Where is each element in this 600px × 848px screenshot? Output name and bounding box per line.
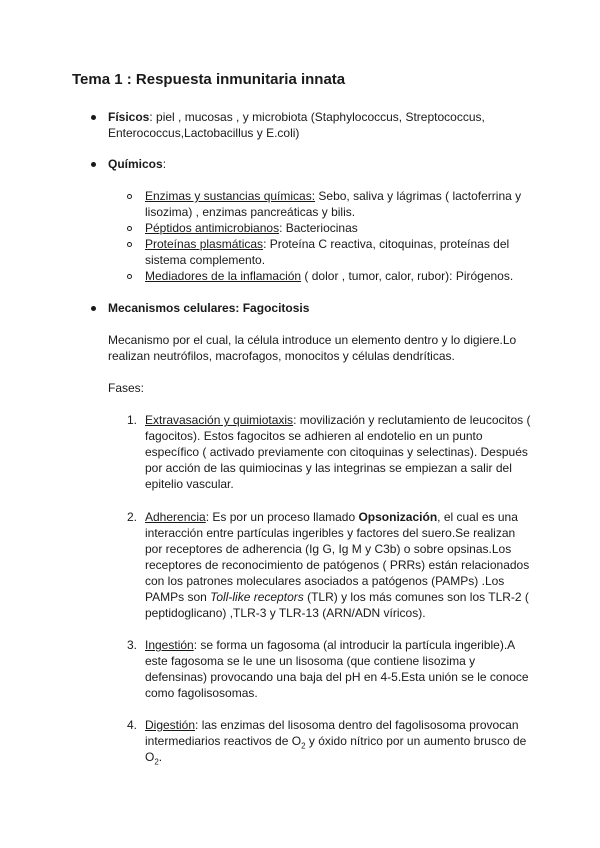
quimicos-item-label: Enzimas y sustancias químicas: <box>145 189 316 203</box>
fase-text: : movilización y reclutamiento de leucocitos ( fagocitos). Estos fagocitos se adhieren al endotelio en un punto específico ( activado previamente con citoquinas y selectinas). Después por acción de las quimiocinas y las integrinas se empiezan a salir del epitelio vascular. <box>145 413 531 491</box>
quimicos-item-text: ( dolor , tumor, calor, rubor): Pirógenos. <box>301 269 514 283</box>
fase-label: Extravasación y quimiotaxis <box>145 413 294 427</box>
bullet-icon <box>91 306 96 311</box>
quimicos-label: Químicos <box>108 157 163 171</box>
quimicos-colon: : <box>162 157 167 171</box>
list-number: 4. <box>127 718 138 732</box>
subscript: 2 <box>301 741 306 751</box>
sub-bullet-icon <box>127 242 132 247</box>
fisicos-text: : piel , mucosas , y microbiota (Staphylococcus, Streptococcus, Enterococcus,Lactobacillus y E.coli) <box>108 110 485 140</box>
fase-text: : las enzimas del lisosoma dentro del fagolisosoma provocan intermediarios reactivos de O <box>145 718 519 748</box>
fase-label: Adherencia <box>145 510 206 524</box>
fase-item <box>145 637 533 701</box>
fisicos-paragraph <box>108 109 528 141</box>
list-number: 3. <box>127 638 138 652</box>
mecanismos-heading: Mecanismos celulares: Fagocitosis <box>108 301 310 315</box>
fase-text: (TLR) y los más comunes son los TLR-2 ( peptidoglicano) ,TLR-3 y TLR-13 (ARN/ADN víricos). <box>145 590 529 620</box>
quimicos-item <box>145 268 535 284</box>
list-number: 2. <box>127 510 138 524</box>
fisicos-label: Físicos <box>108 110 150 124</box>
fase-italic-term: Toll-like receptors <box>210 590 304 604</box>
quimicos-item-label: Péptidos antimicrobianos <box>145 221 280 235</box>
fase-text: , el cual es una interacción entre partículas ingeribles y factores del suero.Se realizan por receptores de adherencia (Ig G, Ig M y C3b) o sobre opsinas.Los receptores de reconocimiento de patógenos ( PRRs) están relacionados con los patrones moleculares asociados a patógenos (PAMPs) .Los PAMPs son <box>145 510 530 604</box>
subscript: 2 <box>154 757 159 767</box>
bullet-icon <box>91 162 96 167</box>
fase-item <box>145 717 533 765</box>
fases-label: Fases: <box>108 381 145 395</box>
fase-text: : se forma un fagosoma (al introducir la partícula ingerible).A este fagosoma se le une un lisosoma (que contiene lisozima y defensinas) provocando una baja del pH en 4-5.Esta unión se le conoce como fagolisosomas. <box>145 638 529 700</box>
fase-bold-term: Opsonización <box>358 510 438 524</box>
fase-label: Digestión <box>145 718 196 732</box>
quimicos-heading <box>108 156 528 172</box>
quimicos-item-text: : Proteína C reactiva, citoquinas, proteínas del sistema complemento. <box>145 237 510 267</box>
fase-label: Ingestión <box>145 638 194 652</box>
sub-bullet-icon <box>127 226 132 231</box>
sub-bullet-icon <box>127 194 132 199</box>
quimicos-item-label: Proteínas plasmáticas <box>145 237 264 251</box>
fase-text: : Es por un proceso llamado <box>205 510 359 524</box>
quimicos-item <box>145 220 525 236</box>
quimicos-item-label: Mediadores de la inflamación <box>145 269 302 283</box>
list-number: 1. <box>127 413 138 427</box>
quimicos-item <box>145 236 525 268</box>
fase-text: y óxido nítrico por un aumento brusco de O <box>145 734 527 764</box>
bullet-icon <box>91 115 96 120</box>
sub-bullet-icon <box>127 274 132 279</box>
page-title: Tema 1 : Respuesta inmunitaria innata <box>72 71 346 88</box>
quimicos-item-text: Sebo, saliva y lágrimas ( lactoferrina y lisozima) , enzimas pancreáticas y bilis. <box>145 189 522 219</box>
fase-item <box>145 509 533 621</box>
mecanismos-intro: Mecanismo por el cual, la célula introduce un elemento dentro y lo digiere.Lo realizan neutrófilos, macrofagos, monocitos y células dendríticas. <box>108 333 517 363</box>
fase-text: . <box>158 750 163 764</box>
quimicos-item-text: : Bacteriocinas <box>279 221 358 235</box>
fase-item <box>145 412 533 492</box>
quimicos-item <box>145 188 525 220</box>
